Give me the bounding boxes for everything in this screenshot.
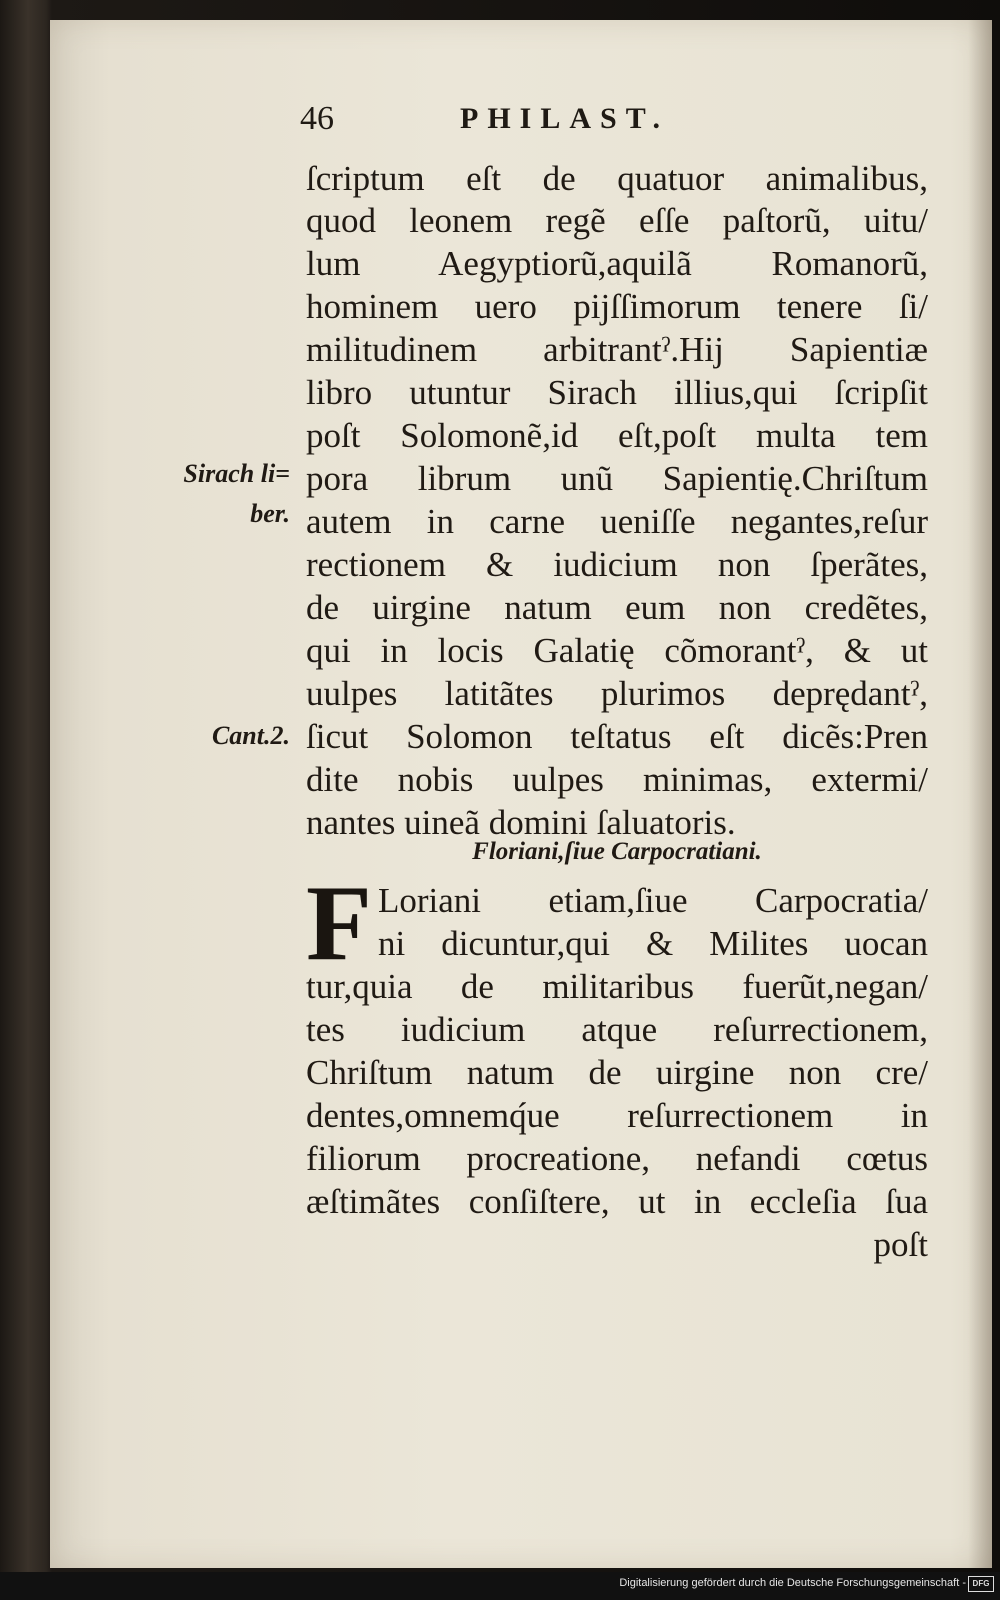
catchword: poſt: [873, 1225, 928, 1264]
text-line: militudinem arbitrantˀ.Hij Sapientiæ: [306, 330, 928, 369]
text-line: ſicut Solomon teſtatus eſt dicẽs:Pren: [306, 717, 928, 756]
text-line: uulpes latitãtes plurimos deprędantˀ,: [306, 674, 928, 713]
text-line: dentes,omnemq́ue reſurrectionem in: [306, 1096, 928, 1135]
text-line: dite nobis uulpes minimas, extermi/: [306, 760, 928, 799]
text-line: æſtimãtes conſiſtere, ut in eccleſia ſua: [306, 1182, 928, 1221]
text-line: ſcriptum eſt de quatuor animalibus,: [306, 159, 928, 198]
margin-note-line: Sirach li=: [183, 459, 290, 488]
text-line: tur,quia de militaribus fuerũt,negan/: [306, 967, 928, 1006]
text-line: Loriani etiam,ſiue Carpocratia/: [378, 881, 928, 920]
margin-note-cant: [160, 720, 290, 752]
drop-cap-initial: F: [306, 864, 372, 983]
text-line: lum Aegyptiorũ,aquilã Romanorũ,: [306, 244, 928, 283]
running-title: PHILAST.: [460, 102, 669, 135]
text-line: tes iudicium atque reſurrectionem,: [306, 1010, 928, 1049]
text-line: autem in carne ueniſſe negantes,reſur: [306, 502, 928, 541]
section-heading: Floriani,ſiue Carpocratiani.: [472, 838, 762, 865]
text-line: poſt Solomonẽ,id eſt,poſt multa tem: [306, 416, 928, 455]
page-edge-shadow: [968, 20, 992, 1568]
margin-note-line: ber.: [250, 499, 290, 528]
margin-note-line: Cant.2.: [211, 721, 290, 750]
text-line: libro utuntur Sirach illius,qui ſcripſit: [306, 373, 928, 412]
text-line: quod leonem regẽ eſſe paſtorũ, uitu/: [306, 201, 928, 240]
text-line: nantes uineã domini ſaluatoris.: [306, 803, 736, 842]
footer-credit: Digitalisierung gefördert durch die Deutsche Forschungsgemeinschaft -: [619, 1577, 966, 1589]
text-line: ni dicuntur,qui & Milites uocan: [378, 924, 928, 963]
text-line: filiorum procreatione, nefandi cœtus: [306, 1139, 928, 1178]
text-line: hominem uero pijſſimorum tenere ſi/: [306, 287, 928, 326]
text-line: qui in locis Galatię cõmorantˀ, & ut: [306, 631, 928, 670]
dfg-logo: DFG: [968, 1576, 994, 1592]
text-line: Chriſtum natum de uirgine non cre/: [306, 1053, 928, 1092]
text-line: pora librum unũ Sapientię.Chriſtum: [306, 459, 928, 498]
margin-note-sirach: [160, 458, 290, 530]
page-header: [300, 100, 700, 144]
text-line: de uirgine natum eum non credẽtes,: [306, 588, 928, 627]
page-number: 46: [300, 100, 334, 137]
text-line: rectionem & iudicium non ſperãtes,: [306, 545, 928, 584]
